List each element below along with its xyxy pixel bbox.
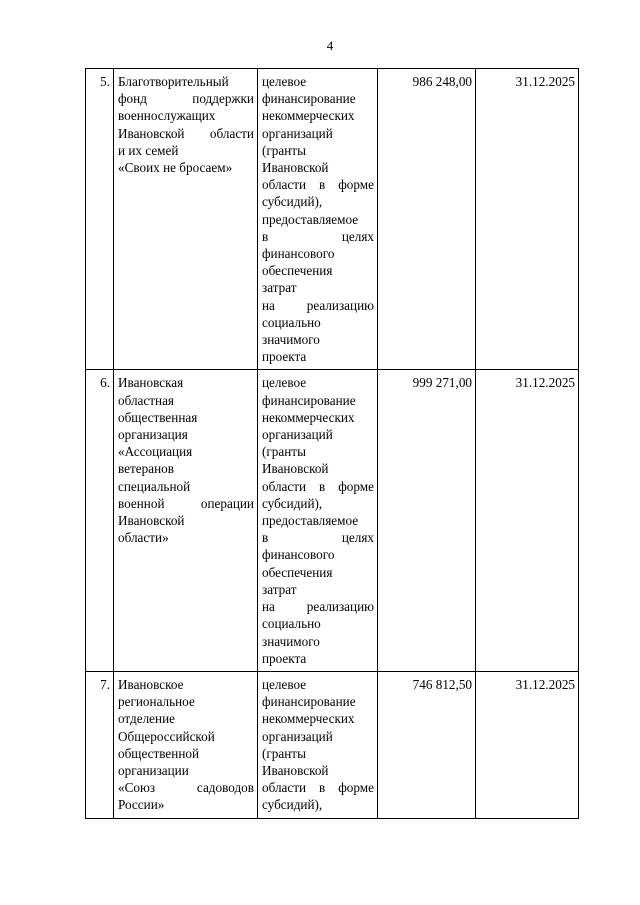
grants-table [85, 68, 579, 819]
grant-purpose-line: проекта [262, 650, 307, 666]
organization-name [114, 370, 258, 671]
organization-name-line: «Своих не бросаем» [118, 160, 233, 176]
grant-purpose-line: социально [262, 616, 321, 632]
grant-purpose-line: организаций [262, 427, 333, 443]
row-number: 7. [86, 671, 114, 818]
grant-purpose-line: некоммерческих [262, 108, 355, 124]
organization-name-line: военной операции [118, 495, 254, 511]
organization-name-line: Благотворительный [118, 74, 229, 89]
grant-purpose-line: финансового [262, 246, 335, 262]
organization-name-line: Ивановской области [118, 125, 254, 141]
organization-name-line: специальной [118, 478, 191, 494]
organization-name-line: Ивановской [118, 513, 185, 529]
grant-purpose-line: целевое [262, 74, 307, 89]
grant-purpose-line: предоставляемое [262, 211, 359, 227]
grant-purpose-line: некоммерческих [262, 409, 355, 425]
grants-table-body [86, 69, 579, 819]
grant-purpose-line: обеспечения [262, 564, 333, 580]
grant-purpose-line: области в форме [262, 478, 374, 494]
grant-purpose-line: в целях [262, 228, 374, 244]
grant-purpose [258, 370, 378, 671]
organization-name-line: Ивановская [118, 375, 184, 391]
organization-name-line: Ивановское [118, 676, 184, 692]
grant-purpose-line: организаций [262, 125, 333, 141]
grant-purpose [258, 671, 378, 818]
organization-name [114, 69, 258, 370]
grant-purpose-line: субсидий), [262, 495, 323, 511]
deadline-date: 31.12.2025 [476, 69, 579, 370]
organization-name-line: общественной [118, 745, 200, 761]
grant-purpose-line: затрат [262, 581, 297, 597]
table-row [86, 671, 579, 818]
grant-purpose-line: значимого [262, 332, 320, 348]
grant-purpose-line: Ивановской [262, 762, 329, 778]
grant-purpose-line: на реализацию [262, 297, 374, 313]
grant-purpose-line: значимого [262, 633, 320, 649]
grant-purpose-line: (гранты [262, 745, 306, 761]
grant-amount: 986 248,00 [378, 69, 476, 370]
grant-purpose-line: финансирование [262, 392, 356, 408]
grant-purpose-line: организаций [262, 728, 333, 744]
grant-purpose-line: проекта [262, 349, 307, 365]
organization-name [114, 671, 258, 818]
grant-purpose-line: (гранты [262, 142, 306, 158]
organization-name-line: ветеранов [118, 461, 174, 477]
organization-name-line: организации [118, 762, 189, 778]
organization-name-line: «Ассоциация [118, 444, 193, 460]
grant-purpose-line: обеспечения [262, 263, 333, 279]
organization-name-line: Общероссийской [118, 728, 215, 744]
grant-purpose-line: Ивановской [262, 160, 329, 176]
organization-name-line: отделение [118, 711, 175, 727]
grant-purpose-line: в целях [262, 530, 374, 546]
organization-name-line: России» [118, 797, 165, 813]
grant-amount: 999 271,00 [378, 370, 476, 671]
organization-name-line: региональное [118, 694, 195, 710]
grant-purpose-line: Ивановской [262, 461, 329, 477]
grant-purpose-line: социально [262, 314, 321, 330]
grant-purpose-line: субсидий), [262, 194, 323, 210]
row-number: 5. [86, 69, 114, 370]
grant-purpose-line: финансирование [262, 91, 356, 107]
table-row [86, 370, 579, 671]
grant-purpose-line: области в форме [262, 780, 374, 796]
grant-purpose-line: финансового [262, 547, 335, 563]
deadline-date: 31.12.2025 [476, 671, 579, 818]
organization-name-line: областная [118, 392, 175, 408]
grant-purpose-line: некоммерческих [262, 711, 355, 727]
grant-purpose-line: области в форме [262, 177, 374, 193]
grant-purpose [258, 69, 378, 370]
grant-purpose-line: целевое [262, 676, 307, 692]
page-number: 4 [326, 38, 334, 53]
grant-purpose-line: (гранты [262, 444, 306, 460]
organization-name-line: и их семей [118, 142, 179, 158]
grant-purpose-line: целевое [262, 375, 307, 391]
organization-name-line: организация [118, 427, 188, 443]
grant-amount: 746 812,50 [378, 671, 476, 818]
grant-purpose-line: затрат [262, 280, 297, 296]
grant-purpose-line: финансирование [262, 694, 356, 710]
organization-name-line: общественная [118, 409, 198, 425]
organization-name-line: «Союз садоводов [118, 780, 254, 796]
table-row [86, 69, 579, 370]
organization-name-line: военнослужащих [118, 108, 216, 124]
grant-purpose-line: предоставляемое [262, 513, 359, 529]
row-number: 6. [86, 370, 114, 671]
organization-name-line: области» [118, 530, 169, 546]
deadline-date: 31.12.2025 [476, 370, 579, 671]
organization-name-line: фонд поддержки [118, 91, 254, 107]
grant-purpose-line: на реализацию [262, 599, 374, 615]
grant-purpose-line: субсидий), [262, 797, 323, 813]
